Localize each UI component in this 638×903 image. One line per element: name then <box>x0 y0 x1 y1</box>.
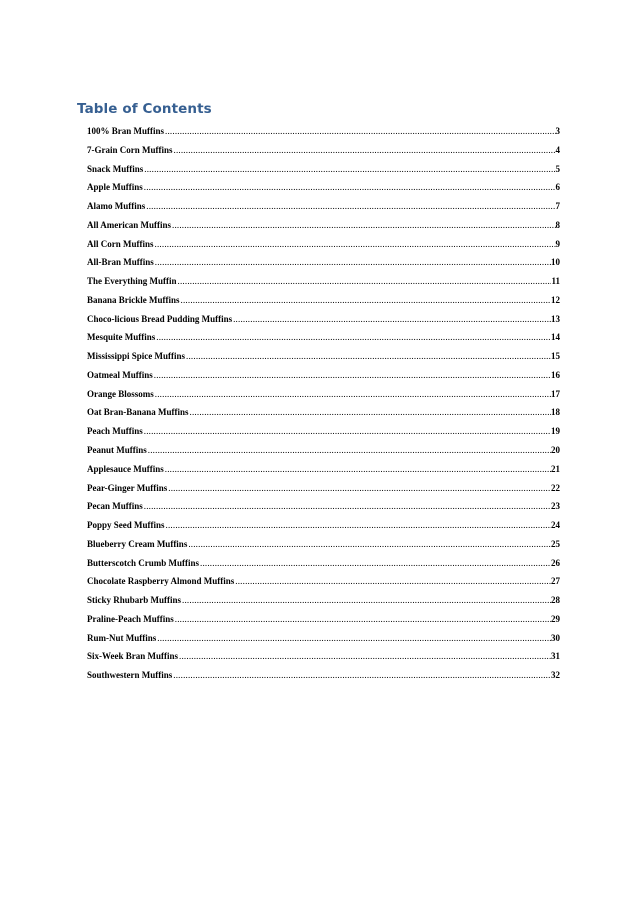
toc-dot-leader <box>173 145 556 155</box>
toc-entry[interactable] <box>87 426 560 445</box>
toc-dot-leader <box>156 633 551 643</box>
toc-entry[interactable] <box>87 295 560 314</box>
toc-dot-leader <box>165 520 551 530</box>
toc-entry-page-number: 4 <box>555 144 560 155</box>
toc-dot-leader <box>164 464 551 474</box>
toc-entry-page-number: 21 <box>551 463 560 474</box>
toc-dot-leader <box>187 539 551 549</box>
toc-dot-leader <box>189 407 551 417</box>
toc-entry-title: Southwestern Muffins <box>87 670 173 681</box>
toc-entry-page-number: 23 <box>551 501 560 512</box>
toc-entry-title: Sticky Rhubarb Muffins <box>87 595 182 606</box>
toc-dot-leader <box>178 651 551 661</box>
toc-dot-leader <box>164 126 555 136</box>
toc-entry[interactable] <box>87 126 560 145</box>
toc-entry-title: Chocolate Raspberry Almond Muffins <box>87 576 235 587</box>
toc-dot-leader <box>171 220 556 230</box>
toc-entry-page-number: 31 <box>551 651 560 662</box>
toc-entry-title: Poppy Seed Muffins <box>87 520 165 531</box>
toc-entry-title: Snack Muffins <box>87 163 144 174</box>
toc-entry-page-number: 14 <box>551 332 560 343</box>
toc-dot-leader <box>234 576 551 586</box>
toc-entry-title: All-Bran Muffins <box>87 257 154 268</box>
toc-entry-page-number: 20 <box>551 445 560 456</box>
toc-entry-page-number: 25 <box>551 538 560 549</box>
toc-entry-page-number: 22 <box>551 482 560 493</box>
toc-entry-page-number: 29 <box>551 613 560 624</box>
toc-dot-leader <box>232 314 551 324</box>
toc-entry-page-number: 11 <box>551 276 560 287</box>
toc-entry-page-number: 24 <box>551 520 560 531</box>
toc-entry-title: Banana Brickle Muffins <box>87 294 180 305</box>
toc-entry[interactable] <box>87 445 560 464</box>
toc-entry-title: Mesquite Muffins <box>87 332 156 343</box>
toc-entry[interactable] <box>87 220 560 239</box>
toc-entry-title: All Corn Muffins <box>87 238 154 249</box>
toc-entry-title: Applesauce Muffins <box>87 463 164 474</box>
toc-entry-page-number: 15 <box>551 351 560 362</box>
toc-entry[interactable] <box>87 633 560 652</box>
toc-entry[interactable] <box>87 276 560 295</box>
toc-entry-page-number: 27 <box>551 576 560 587</box>
toc-entry-title: Mississippi Spice Muffins <box>87 351 186 362</box>
toc-entry[interactable] <box>87 670 560 689</box>
toc-entry[interactable] <box>87 257 560 276</box>
toc-entry[interactable] <box>87 595 560 614</box>
toc-entry-title: Orange Blossoms <box>87 388 154 399</box>
toc-heading: Table of Contents <box>77 101 212 117</box>
toc-entry[interactable] <box>87 182 560 201</box>
toc-dot-leader <box>147 445 551 455</box>
toc-entry-title: Blueberry Cream Muffins <box>87 538 188 549</box>
toc-dot-leader <box>154 389 551 399</box>
toc-entry-title: Alamo Muffins <box>87 201 146 212</box>
toc-entry[interactable] <box>87 520 560 539</box>
toc-entry-page-number: 6 <box>555 182 560 193</box>
toc-entry-page-number: 7 <box>555 201 560 212</box>
toc-entry[interactable] <box>87 314 560 333</box>
toc-dot-leader <box>174 614 551 624</box>
toc-entry-page-number: 28 <box>551 595 560 606</box>
toc-entry[interactable] <box>87 576 560 595</box>
toc-entry[interactable] <box>87 164 560 183</box>
toc-entry[interactable] <box>87 407 560 426</box>
toc-entry[interactable] <box>87 201 560 220</box>
toc-dot-leader <box>167 483 551 493</box>
toc-entry-page-number: 16 <box>551 369 560 380</box>
toc-entry-title: Oat Bran-Banana Muffins <box>87 407 189 418</box>
toc-list <box>87 126 560 689</box>
toc-entry-title: Butterscotch Crumb Muffins <box>87 557 199 568</box>
toc-dot-leader <box>153 370 551 380</box>
toc-dot-leader <box>145 201 555 211</box>
toc-entry-page-number: 30 <box>551 632 560 643</box>
toc-entry[interactable] <box>87 145 560 164</box>
toc-entry-page-number: 9 <box>555 238 560 249</box>
toc-entry-title: 100% Bran Muffins <box>87 126 165 136</box>
toc-entry-title: All American Muffins <box>87 219 171 230</box>
toc-entry[interactable] <box>87 239 560 258</box>
toc-dot-leader <box>154 239 556 249</box>
toc-entry[interactable] <box>87 389 560 408</box>
toc-entry[interactable] <box>87 651 560 670</box>
toc-entry-title: Six-Week Bran Muffins <box>87 651 179 662</box>
toc-entry-page-number: 8 <box>555 219 560 230</box>
toc-entry-page-number: 26 <box>551 557 560 568</box>
toc-entry-title: The Everything Muffin <box>87 276 177 287</box>
toc-dot-leader <box>199 558 551 568</box>
toc-entry-title: Praline-Peach Muffins <box>87 613 174 624</box>
toc-entry-title: Pear-Ginger Muffins <box>87 482 168 493</box>
toc-entry-page-number: 18 <box>551 407 560 418</box>
toc-dot-leader <box>185 351 551 361</box>
toc-entry-title: Peanut Muffins <box>87 445 147 456</box>
toc-entry-title: Choco-licious Bread Pudding Muffins <box>87 313 233 324</box>
toc-entry-page-number: 10 <box>551 257 560 268</box>
toc-entry-title: Oatmeal Muffins <box>87 369 153 380</box>
toc-entry-title: Pecan Muffins <box>87 501 143 512</box>
toc-entry-title: Rum-Nut Muffins <box>87 632 157 643</box>
toc-entry-page-number: 32 <box>551 670 560 681</box>
toc-entry-page-number: 12 <box>551 294 560 305</box>
toc-entry[interactable] <box>87 351 560 370</box>
toc-entry[interactable] <box>87 501 560 520</box>
toc-entry-page-number: 13 <box>551 313 560 324</box>
toc-entry-title: Apple Muffins <box>87 182 143 193</box>
toc-entry[interactable] <box>87 558 560 577</box>
toc-entry[interactable] <box>87 539 560 558</box>
toc-entry[interactable] <box>87 614 560 633</box>
toc-dot-leader <box>180 295 551 305</box>
toc-entry-page-number: 3 <box>555 126 560 136</box>
toc-entry[interactable] <box>87 370 560 389</box>
toc-dot-leader <box>154 257 551 267</box>
toc-dot-leader <box>143 501 551 511</box>
toc-dot-leader <box>143 182 556 192</box>
toc-entry-title: 7-Grain Corn Muffins <box>87 144 173 155</box>
toc-dot-leader <box>155 332 551 342</box>
toc-dot-leader <box>143 164 555 174</box>
toc-dot-leader <box>181 595 551 605</box>
toc-entry[interactable] <box>87 483 560 502</box>
toc-dot-leader <box>143 426 551 436</box>
toc-dot-leader <box>177 276 552 286</box>
toc-entry-page-number: 19 <box>551 426 560 437</box>
toc-entry-page-number: 17 <box>551 388 560 399</box>
toc-entry[interactable] <box>87 332 560 351</box>
toc-entry-title: Peach Muffins <box>87 426 143 437</box>
toc-entry[interactable] <box>87 464 560 483</box>
toc-dot-leader <box>172 670 551 680</box>
toc-entry-page-number: 5 <box>555 163 560 174</box>
